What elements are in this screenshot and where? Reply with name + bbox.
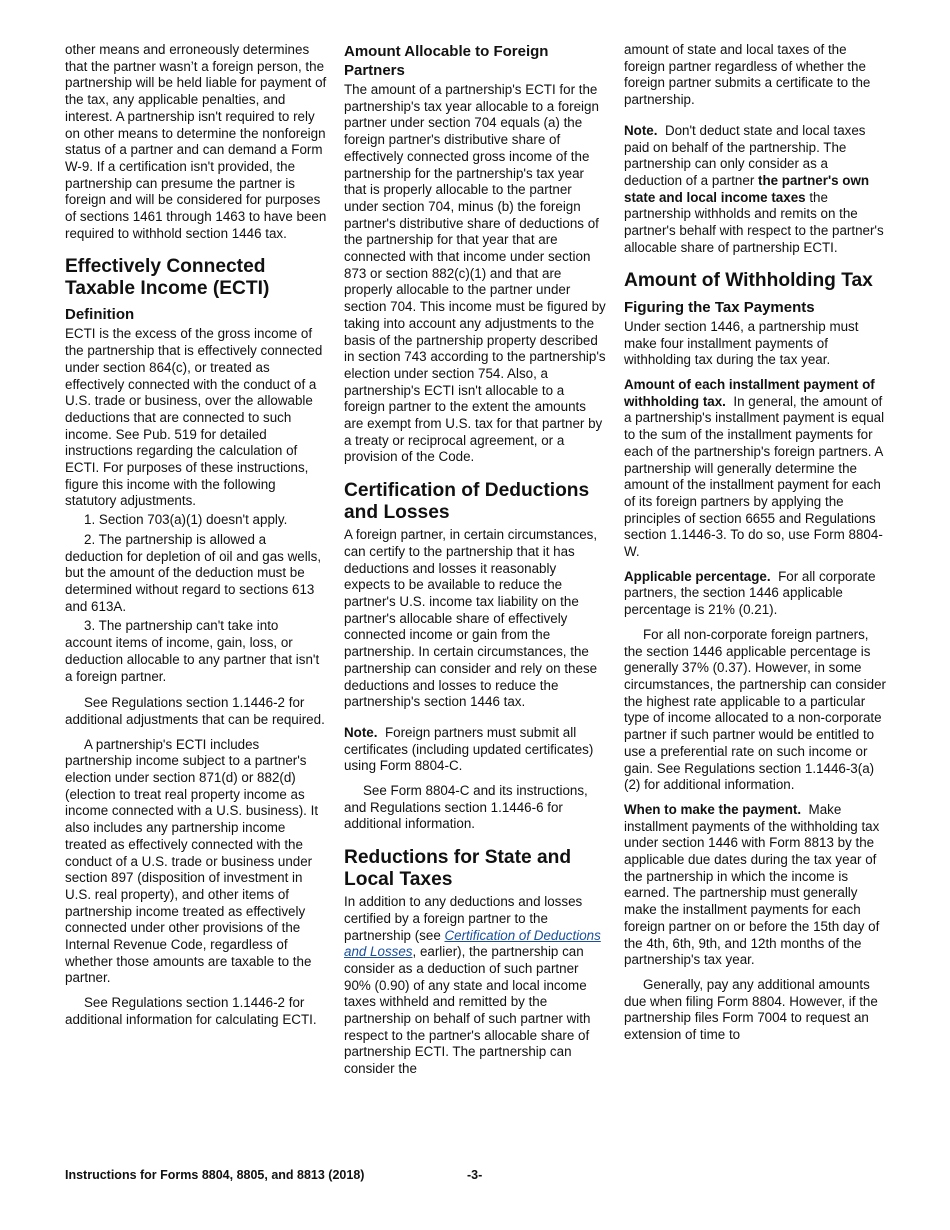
paragraph-continued: other means and erroneously determines that the partner wasn’t a foreign person, the partnership will be held liable for payment of the tax, any applicable penalties, and interest. A partnership isn't required to rely on other means to determine the nonforeign status of a partner and can demand a Form W-9. If a certification isn't provided, the partnership can presume the partner is foreign and will be considered for purposes of sections 1461 through 1463 to have been required to withhold section 1446 tax. [65, 42, 327, 241]
paragraph-applicable: Applicable percentage. For all corporate partners, the section 1446 applicable percentage is 21% (0.21). [624, 568, 876, 618]
note-text: Foreign partners must submit all certificates (including updated certificates) using Form 8804-C. [344, 724, 594, 774]
paragraph-generally: Generally, pay any additional amounts due when filing Form 8804. However, if the partnership files Form 7004 to request an extension of time to [624, 976, 878, 1043]
paragraph-certification: A foreign partner, in certain circumstances, can certify to the partnership that it has deductions and losses it reasonably expects to be available to reduce the partner's U.S. income tax liability on the partner's allocable share of effectively connected income or gain from the partnership. In certain circumstances, the partnership can consider and rely on these deductions and losses to reduce the partnership's section 1446 tax. [344, 527, 598, 710]
paragraph-noncorporate: For all non-corporate foreign partners, the section 1446 applicable percentage is generally 37% (0.37). However, in some circumstances, the partnership can consider the highest rate applicable to a particular type of income allocated to a non-corporate partner if such partner would be entitled to use a preferential rate on such income or gain. See Regulations section 1.1446-3(a)(2) for additional information. [624, 626, 886, 793]
paragraph-reductions: In addition to any deductions and losses certified by a foreign partner to the partnership (see Certification of Deductions and Losses, earlier), the partnership can consider as a deduction of such partner 90% (0.90) of any state and local income taxes withheld and remitted by the partnership on behalf of such partner with respect to the partner's allocable share of partnership ECTI. The partnership can consider the [344, 894, 601, 1077]
column-3 [624, 42, 886, 1052]
note-paragraph: Note. Don't deduct state and local taxes paid on behalf of the partnership. The partnership can only consider as a deduction of a partner the partner's own state and local income taxes the partnership withholds and remits on the partner's behalf with respect to the partner's allocable share of partnership ECTI. [624, 122, 884, 255]
note-bold-text: the partner's own state and local income taxes [624, 172, 870, 205]
lead-when: When to make the payment. [624, 801, 802, 817]
page-footer [65, 1168, 885, 1182]
heading-ecti: Effectively Connected Taxable Income (ECTI) [65, 256, 270, 299]
paragraph-installment-amount: Amount of each installment payment of withholding tax. In general, the amount of a partnership's installment payment is equal to the sum of the installment payments for each of the partnership's foreign partners. A partnership will generally determine the amount of the installment payment for each of its foreign partners by applying the principles of section 6655 and Regulations section 1.1446-3. To do so, use Form 8804-W. [624, 377, 885, 560]
paragraph-continued: amount of state and local taxes of the foreign partner regardless of whether the foreign partner submits a certificate to the partnership. [624, 42, 871, 108]
paragraph-see-regulations-2: See Regulations section 1.1446-2 for additional information for calculating ECTI. [65, 995, 317, 1027]
lead-applicable: Applicable percentage. [624, 568, 771, 584]
note-paragraph [344, 725, 606, 775]
column-2 [344, 42, 606, 1086]
paragraph-amount-allocable: The amount of a partnership's ECTI for the partnership's tax year allocable to a foreign partner under section 704 equals (a) the foreign partner's distributive share of effectively connected gross income of the partnership for the partnership's tax year that is properly allocable to the partner under section 704, minus (b) the foreign partner's distributive share of deductions of the partnership for that year that are connected with that income under section 873 or section 882(c)(1) and that are properly allocable to the partner under section 704. This income must be figured by taking into account any adjustments to the basis of the partnership property described in section 743 according to the partnership's election under section 754. Also, a partnership's ECTI isn't allocable to a foreign partner to the extent the amounts are exempt from U.S. tax for that partner by a treaty or reciprocal agreement, or a provision of the Code. [344, 82, 606, 465]
paragraph-when: When to make the payment. Make installment payments of the withholding tax under section 1446 with Form 8813 by the applicable due dates during the tax year of the partnership in which the income is earned. The partnership must generally make the installment payments for each foreign partner on or before the 15th day of the 4th, 6th, 9th, and 12th months of the partnership's tax year. [624, 801, 880, 968]
page-number: -3- [467, 1168, 483, 1182]
heading-reductions: Reductions for State and Local Taxes [344, 847, 572, 890]
heading-certification: Certification of Deductions and Losses [344, 480, 590, 523]
heading-figuring: Figuring the Tax Payments [624, 298, 815, 316]
note-label: Note. [624, 122, 658, 138]
list-item-3: 3. The partnership can't take into account items of income, gain, loss, or deduction allocable to any partner that isn't a foreign partner. [65, 618, 320, 684]
paragraph-see-regulations: See Regulations section 1.1446-2 for additional adjustments that can be required. [65, 695, 325, 727]
list-item-1: 1. Section 703(a)(1) doesn't apply. [84, 512, 288, 528]
footer-title: Instructions for Forms 8804, 8805, and 8813 (2018) [65, 1168, 365, 1182]
heading-withholding-tax: Amount of Withholding Tax [624, 270, 873, 292]
paragraph-ecti-includes: A partnership's ECTI includes partnership income subject to a partner's election under section 871(d) or 882(d) (election to treat real property income as income connected with a U.S. business). It also includes any partnership income treated as effectively connected with the conduct of a U.S. trade or business under section 897 (disposition of investment in U.S. real property), and other items of partnership income treated as effectively connected under other provisions of the Internal Revenue Code, regardless of whether those amounts are taxable to the partner. [65, 736, 319, 986]
heading-definition: Definition [65, 306, 135, 324]
list-item-2: 2. The partnership is allowed a deduction for depletion of oil and gas wells, but the amount of the deduction must be determined without regard to sections 613 and 613A. [65, 531, 322, 614]
certification-link[interactable]: Certification of Deductions and Losses [344, 927, 601, 960]
lead-installment: Amount of each installment payment of withholding tax. [624, 377, 875, 409]
column-1 [65, 42, 327, 1037]
heading-amount-allocable: Amount Allocable to Foreign Partners [344, 43, 549, 79]
note-label: Note. [344, 724, 378, 740]
paragraph-definition: ECTI is the excess of the gross income of the partnership that is effectively connected under section 864(c), or treated as effectively connected with the conduct of a U.S. trade or business, over the allowable deductions that are connected to such income. See Pub. 519 for detailed instructions regarding the calculation of ECTI. For purposes of these instructions, figure this income with the following statutory adjustments. [65, 326, 323, 509]
paragraph-figuring: Under section 1446, a partnership must make four installment payments of withholding tax during the tax year. [624, 318, 859, 368]
paragraph-see-form: See Form 8804-C and its instructions, and Regulations section 1.1446-6 for additional information. [344, 783, 588, 832]
